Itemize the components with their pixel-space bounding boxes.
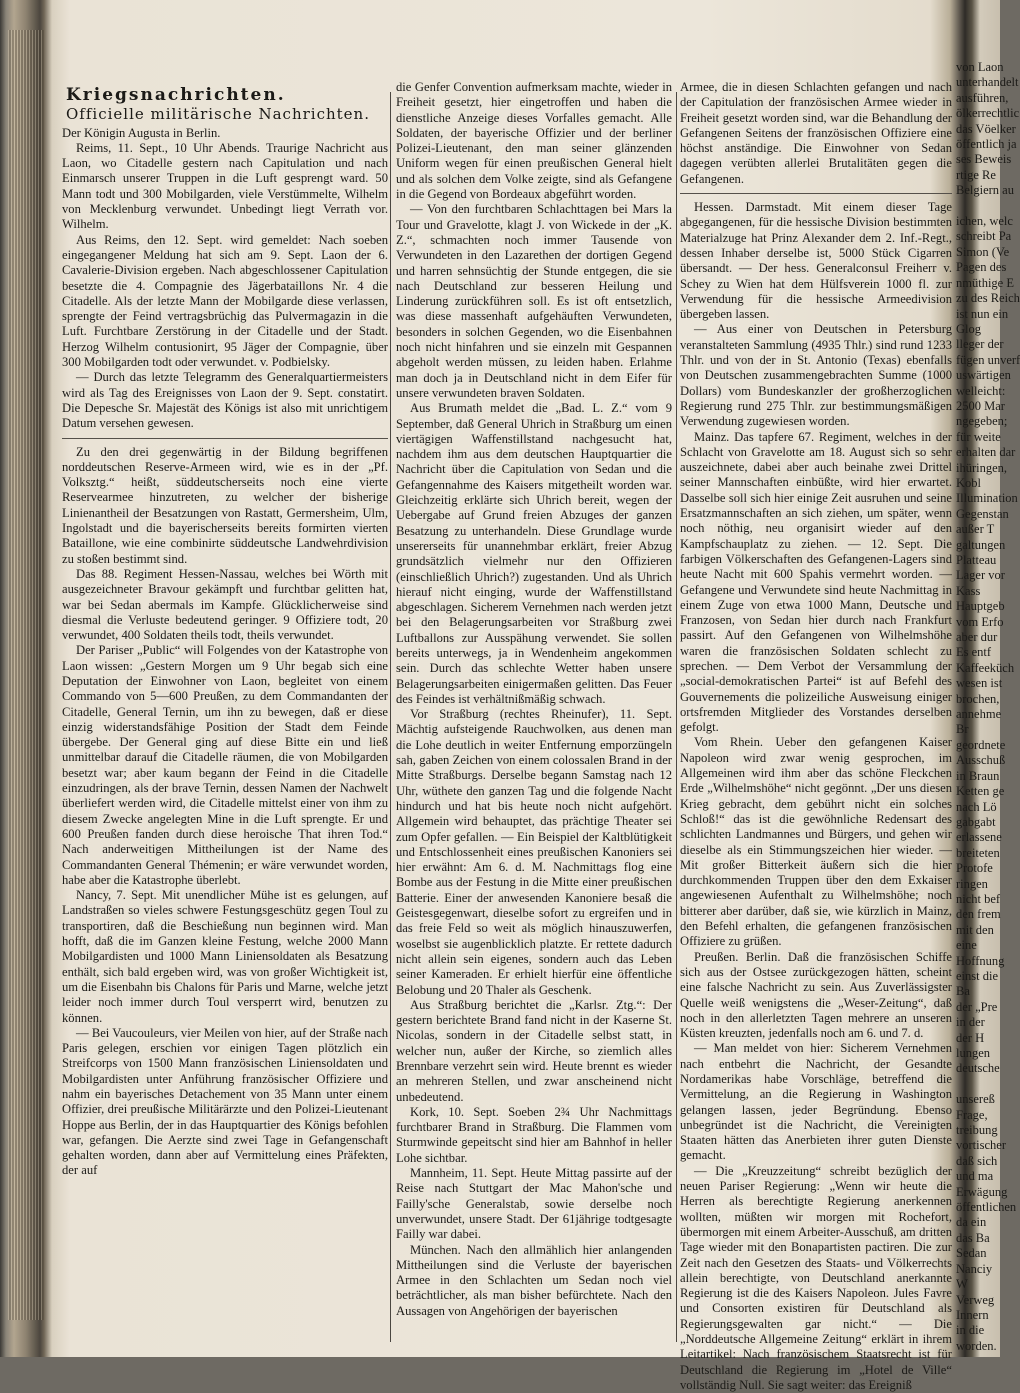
- facing-page-line: ichen, welc: [956, 214, 1013, 229]
- facing-page-line: welleicht:: [956, 383, 1006, 398]
- facing-page-line: [956, 199, 1000, 214]
- facing-page-fragment: [956, 60, 1020, 1353]
- facing-page-line: Lager vor: [956, 568, 1005, 583]
- facing-page-line: schreibt Pa: [956, 229, 1012, 244]
- column-2: [396, 52, 672, 1380]
- facing-page-line: Kaffeeküch: [956, 660, 1015, 675]
- article-paragraph: Der Königin Augusta in Berlin.: [62, 125, 221, 140]
- facing-page-line: der „Pre: [956, 999, 998, 1014]
- facing-page-line: aber dur: [956, 630, 998, 645]
- facing-page-line: für weite: [956, 429, 1001, 444]
- article-paragraph: — Bei Vaucouleurs, vier Meilen von hier, auf der Straße nach Paris gelegen, erschien vor einigen Tagen plötzlich ein Streifcorps von 1500 Mann französischen Liniensoldaten und Mobilgardisten unter Anführung französischer Offiziere und nahm ein bayerisches Detachement von 35 Mann unter einem Offizier, drei preußische Militärärzte und den Polizei-Lieutenant Hoppe aus Berlin, der in das Hauptquartier des Königs befohlen war, gefangen. Die Aerzte sind zwei Tage in Gefangenschaft gehalten worden, dann aber auf Vermittelung eines Präfekten, der auf: [62, 1025, 388, 1178]
- facing-page-line: in die: [956, 1323, 985, 1338]
- facing-page-line: nicht bef: [956, 891, 1001, 906]
- facing-page-line: Glog: [956, 321, 981, 336]
- facing-page-line: 2500 Mar: [956, 398, 1005, 413]
- facing-page-line: erlassene: [956, 830, 1002, 845]
- facing-page-line: brochen,: [956, 691, 1000, 706]
- column-1: [62, 52, 388, 1352]
- article-paragraph: Der Pariser „Public“ will Folgendes von der Katastrophe von Laon wissen: „Gestern Morgen um 9 Uhr begab sich eine Deputation der Einwohner von Laon, begleitet von einem Commando von 5—600 Preußen, zu dem Commandanten der Citadelle, General Ternin, um ihn zu bewegen, daß er diese einzig widerstandsfähige Position der Stadt dem Feinde übergebe. Der General ging auf diese Bitte ein und ließ unmittelbar darauf die Citadelle räumen, die von Mobilgarden besetzt war; aber kaum begann der Feind in die Citadelle einzudringen, als der brave Ternin, dessen Namen der Nachwelt überliefert werden wird, die Citadelle mittelst einer von ihm zu diesem Zwecke angelegten Mine in die Luft sprengte. Er und 600 Preußen fanden durch diese heroische That ihren Tod.“ Nach anderweitigen Mittheilungen ist der Name des Commandanten General Thémenin; er wäre verwundet worden, habe aber die Katastrophe überlebt.: [62, 643, 388, 887]
- article-paragraph: — Von den furchtbaren Schlachttagen bei Mars la Tour und Gravelotte, klagt J. von Wickede in der „K. Z.“, schmachten noch immer Tausende von Verwundeten in den Lazarethen der dortigen Gegend und harren sehnsüchtig der Stunde entgegen, die sie nach Deutschland zur besseren Heilung und Linderung zurückführen soll. Es ist oft entsetzlich, was diese massenhaft aufgehäuften Verwundeten, besonders in solchen Gegenden, wo die Eisenbahnen noch nicht hinfahren und sie einzeln mit Gespannen abgeholt werden müssen, zu leiden haben. Erlahme man doch ja in Deutschland nicht in dem Eifer für unsere verwundeten braven Soldaten.: [396, 202, 672, 400]
- facing-page-line: galtungen: [956, 537, 1006, 552]
- facing-page-line: Ketten ge: [956, 784, 1005, 799]
- facing-page-line: ausführen,: [956, 90, 1009, 105]
- facing-page-line: das Ba: [956, 1230, 990, 1245]
- facing-page-line: da ein: [956, 1215, 987, 1230]
- article-paragraph: Kork, 10. Sept. Soeben 2¾ Uhr Nachmittags furchtbarer Brand in Straßburg. Die Flammen vom Sturmwinde gepeitscht sind hier am Bahnhof in heller Lohe sichtbar.: [396, 1104, 672, 1165]
- facing-page-line: rtige Re: [956, 167, 996, 182]
- facing-page-line: ölkerrechtlic: [956, 106, 1020, 121]
- facing-page-line: Frage,: [956, 1107, 988, 1122]
- facing-page-line: mit den: [956, 922, 994, 937]
- article-paragraph: — Durch das letzte Telegramm des Generalquartiermeisters wird als Tag des Ereignisses von Laon der 9. Sept. constatirt. Die Depesche Sr. Majestät des Königs ist also mit unrichtigem Datum versehen gewesen.: [62, 370, 388, 431]
- facing-page-line: ist nun ein: [956, 306, 1009, 321]
- facing-page-line: unterhandelt: [956, 75, 1019, 90]
- article-paragraph: Mannheim, 11. Sept. Heute Mittag passirte auf der Reise nach Stuttgart der Mac Mahon'sche und Failly'sche Generalstab, sowie derselbe noch unverwundet, unsere Stadt. Der 61jährige todtgesagte Failly war dabei.: [396, 1166, 672, 1242]
- facing-page-line: uswärtigen: [956, 368, 1011, 383]
- facing-page-line: worden.: [956, 1338, 997, 1353]
- article-paragraph: Aus Reims, den 12. Sept. wird gemeldet: Nach soeben eingegangener Meldung hat sich am 9. Sept. Laon der 6. Cavalerie-Division ergeben. Nach abgeschlossener Capitulation besetzte die 4. Compagnie des Jägerbataillons Nr. 4 die Citadelle. Als der letzte Mann der Mobilgarde diese verlassen, sprengte der Feind vertragsbrüchig das Pulvermagazin in die Luft. Furchtbare Zerstörung in der Citadelle und der Stadt. Herzog Wilhelm contusionirt, 95 Jäger der Compagnie, über 300 Mobilgarden todt oder verwundet. v. Podbielsky.: [62, 232, 388, 370]
- section-separator: [62, 438, 388, 439]
- facing-page-line: in der: [956, 1015, 985, 1030]
- facing-page-line: Erwägung: [956, 1184, 1008, 1199]
- facing-page-line: Belgiern au: [956, 183, 1014, 198]
- facing-page-line: vom Erfo: [956, 614, 1004, 629]
- facing-page-line: Ausschuß: [956, 753, 1006, 768]
- column-3: [680, 52, 952, 1392]
- facing-page-line: Simon (Ve: [956, 244, 1010, 259]
- facing-page-line: lungen: [956, 1046, 991, 1060]
- article-paragraph: München. Nach den allmählich hier anlangenden Mittheilungen sind die Verluste der bayerischen Armee in den Schlachten um Sedan noch viel beträchtlicher, als man bisher befürchtete. Nach den Aussagen von Angehörigen der bayerischen: [396, 1242, 672, 1318]
- section-title: Kriegsnachrichten.: [66, 85, 286, 105]
- facing-page-line: Ba: [956, 984, 970, 999]
- article-paragraph: Hessen. Darmstadt. Mit einem dieser Tage abgegangenen, für die hessische Division bestimmten Materialzuge hat Prinz Alexander dem 2. Inf.-Regt., dessen Inhaber derselbe ist, 5000 Stück Cigarren übersandt. — Der hess. Generalconsul Freiherr v. Schey zu Wien hat dem Hülfsverein 1000 fl. zur Verwendung für die hessische Armeedivision übergeben lassen.: [680, 200, 952, 322]
- facing-page-line: Kobl: [956, 475, 981, 490]
- facing-page-line: Gegenstan: [956, 506, 1009, 521]
- facing-page-line: daß sich: [956, 1153, 998, 1168]
- facing-page-line: Hoffnung: [956, 953, 1005, 968]
- facing-page-line: außer T: [956, 522, 995, 537]
- newspaper-page: [60, 52, 952, 1392]
- facing-page-line: fügen unverf: [956, 352, 1020, 367]
- section-separator: [680, 193, 952, 194]
- article-paragraph: — Man meldet von hier: Sicherem Vernehmen nach entbehrt die Nachricht, der Gesandte Nordamerikas habe Vorschläge, betreffend die Vermittelung, an die Regierung in Washington gelangen lassen, jeder Begründung. Ebenso unbegründet ist die Nachricht, die Vereinigten Staaten hätten das Anerbieten ihrer guten Dienste gemacht.: [680, 1041, 952, 1163]
- facing-page-line: ihüringen,: [956, 460, 1008, 475]
- facing-page-line: Kass: [956, 583, 981, 598]
- article-paragraph: die Genfer Convention aufmerksam machte, wieder in Freiheit gesetzt, hier eingetroffen und haben die dienstliche Anzeige dieses Vorfalles gemacht. Alle Soldaten, der bayerische Offizier und der berliner Polizei-Lieutenant, den man seiner glänzenden Uniform wegen für einen preußischen General hielt und als solchen dem Volke zeigte, sind als Gefangene in die Gegend von Bordeaux abgeführt worden.: [396, 80, 672, 202]
- article-paragraph: Vom Rhein. Ueber den gefangenen Kaiser Napoleon wird zwar wenig gesprochen, im Allgemeinen wird ihm aber das schöne Fleckchen Erde „Wilhelmshöhe“ nicht gegönnt. „Der uns diesen Krieg gebracht, dem gebührt nicht ein solches Schloß!“ das ist die gewöhnliche Redensart des schlichten Landmannes und Bürgers, und gehen wir dieselbe als ein Stimmungszeichen hier wieder. — Mit großer Bitterkeit äußern sich die hier durchkommenden Truppen über den dem Exkaiser angewiesenen Aufenthalt zu Wilhelmshöhe; noch bitterer aber darüber, daß sie, wie kürzlich in Mainz, den Befehl erhalten, die gefangenen französischen Offiziere zu grüßen.: [680, 735, 952, 949]
- facing-page-line: treibung: [956, 1123, 998, 1138]
- facing-page-line: gabgabt: [956, 814, 996, 829]
- column-rule: [390, 92, 391, 1342]
- facing-page-line: Innern: [956, 1307, 989, 1322]
- facing-page-line: Es entf: [956, 645, 992, 660]
- article-paragraph: Mainz. Das tapfere 67. Regiment, welches in der Schlacht von Gravelotte am 18. August sich so sehr auszeichnete, dabei aber auch beinahe zwei Drittel seiner Mannschaften einbüßte, wird hier erwartet. Dasselbe soll sich hier einige Zeit ausruhen und seine Ersatzmannschaften an sich ziehen, um später, wenn noch nöthig, neu organisirt wieder auf den Kampfschauplatz zu ziehen. — 12. Sept. Die farbigen Völkerschaften des Gefangenen-Lagers sind heute Nacht mit 600 Spahis vermehrt worden. — Gefangene und Verwundete sind heute Nachmittag in einem Zuge von etwa 1000 Mann, Deutsche und Franzosen, von Sedan hier durch nach Frankfurt passirt. Auf den Gefangenen von Wilhelmshöhe waren die französischen Soldaten schlecht zu sprechen. — Dem Verbot der Versammlung der „social-demokratischen Partei“ ist auf Befehl des Gouvernements die polizeiliche Ausweisung einiger ortsfremden Mitglieder des Vorstandes derselben gefolgt.: [680, 429, 952, 735]
- facing-page-line: den frem: [956, 907, 1001, 922]
- facing-page-line: Illumination: [956, 491, 1018, 506]
- article-paragraph: Vor Straßburg (rechtes Rheinufer), 11. Sept. Mächtig aufsteigende Rauchwolken, aus denen man die Lohe deutlich in weiter Entfernung emporzüngeln sah, gaben Zeichen von einem colossalen Brand in der Mitte Straßburgs. Derselbe begann Samstag nach 12 Uhr, wüthete den ganzen Tag und die folgende Nacht hindurch und hat bis heute noch nicht aufgehört. Allgemein wird behauptet, das prächtige Theater sei zum Opfer gefallen. — Ein Beispiel der Kaltblütigkeit und Entschlossenheit eines preußischen Kanoniers sei hier erwähnt: Am 6. d. M. Nachmittags flog eine Bombe aus der Festung in die Mitte einer preußischen Batterie. Einer der anwesenden Kanoniere besaß die Geistesgegenwart, dieselbe sofort zu ergreifen und in das freie Feld so weit als möglich hinauszuwerfen, woselbst sie augenblicklich platzte. Er rettete dadurch nicht allein sein eigenes, sondern auch das Leben seiner Kameraden. Er erhielt hierfür eine öffentliche Belobung und 20 Thaler als Geschenk.: [396, 707, 672, 997]
- facing-page-line: Hauptgeb: [956, 599, 1005, 614]
- facing-page-line: der H: [956, 1030, 985, 1045]
- facing-page-line: lleger der: [956, 337, 1004, 352]
- facing-page-line: Platteau: [956, 553, 997, 567]
- article-paragraph: Aus Straßburg berichtet die „Karlsr. Ztg.“: Der gestern berichtete Brand fand nicht in der Kaserne St. Nicolas, sondern in der Citadelle selbst statt, in welcher nun, außer der Kirche, so ziemlich alles Brennbare verzehrt sein wird. Heute brennt es wieder an mehreren Stellen, und zwar anscheinend nicht unbedeutend.: [396, 997, 672, 1104]
- facing-page-line: breiteten: [956, 845, 1000, 860]
- facing-page-line: Pagen des: [956, 260, 1007, 275]
- facing-page-line: einst die: [956, 968, 999, 983]
- article-paragraph: Armee, die in diesen Schlachten gefangen und nach der Capitulation der französischen Armee wieder in Freiheit gesetzt worden sind, war die Behandlung der Gefangenen Seitens der französischen Offiziere eine höchst anständige. Die Einwohner von Sedan dagegen verübten allerlei Brutalitäten gegen die Gefangenen.: [680, 80, 952, 186]
- facing-page-line: öffentlich ja: [956, 137, 1017, 152]
- facing-page-line: annehme: [956, 707, 1002, 722]
- article-paragraph: Nancy, 7. Sept. Mit unendlicher Mühe ist es gelungen, auf Landstraßen so vieles schwere Festungsgeschütz gegen Toul zu transportiren, daß die Beschießung nun beginnen wird. Man hofft, daß die im Ganzen kleine Festung, welche 2000 Mann Mobilgardisten und 1000 Mann Liniensoldaten als Besatzung enthält, sich bald ergeben wird, was von großer Wichtigkeit ist, um die Eisenbahn bis Chalons für Paris und Marne, welche jetzt leider noch immer durch Toul versperrt wird, benutzen zu können.: [62, 888, 388, 1025]
- article-paragraph: Reims, 11. Sept., 10 Uhr Abends. Traurige Nachricht aus Laon, wo Citadelle gestern nach Capitulation und nach Einmarsch unserer Truppen in die Luft gesprengt ward. 50 Mann todt und 300 Mobilgarden, viele Verstümmelte, Wilhelm von Mecklenburg verwundet. Unbedingt liegt Verrath vor. Wilhelm.: [62, 140, 388, 232]
- facing-page-line: ringen: [956, 876, 988, 891]
- facing-page-line: wesen ist: [956, 676, 1003, 691]
- facing-page-line: zu des Reich: [956, 291, 1020, 306]
- facing-page-line: Verweg: [956, 1292, 995, 1307]
- facing-page-line: erhalten dar: [956, 445, 1016, 460]
- section-subtitle: Officielle militärische Nachrichten.: [66, 105, 370, 124]
- facing-page-line: in Braun: [956, 768, 1000, 783]
- facing-page-line: Nanciy: [956, 1261, 993, 1276]
- facing-page-line: eine: [956, 938, 977, 953]
- facing-page-line: unsereß: [956, 1092, 995, 1107]
- facing-page-line: Protofe: [956, 861, 993, 876]
- book-page-edges: [8, 30, 44, 1320]
- facing-page-line: und ma: [956, 1169, 994, 1184]
- facing-page-line: vortischer: [956, 1138, 1006, 1153]
- facing-page-line: das Vöelker: [956, 121, 1016, 136]
- facing-page-line: [956, 1077, 1000, 1092]
- facing-page-line: Br: [956, 722, 969, 737]
- facing-page-line: geordnete: [956, 737, 1006, 752]
- article-paragraph: Preußen. Berlin. Daß die französischen Schiffe sich aus der Ostsee zurückgezogen hätten, scheint eine falsche Nachricht zu sein. Aus Zuverlässigster Quelle weiß wenigstens die „Weser-Zeitung“, daß noch in den allerletzten Tagen mehrere an unseren Küsten kreuzten, jedenfalls noch am 6. und 7. d.: [680, 949, 952, 1041]
- article-paragraph: Zu den drei gegenwärtig in der Bildung begriffenen norddeutschen Reserve-Armeen wird, wie es in der „Pf. Volksztg.“ heißt, süddeutscherseits noch eine vierte Reservearmee hinzutreten, zu welcher der bisherige Linienantheil der Besatzungen von Rastatt, Germersheim, Ulm, Ingolstadt und die bayerischerseits bereits formirten vierten Bataillone, wie eine combinirte süddeutsche Landwehrdivision zu stoßen bestimmt sind.: [62, 444, 388, 566]
- facing-page-line: deutsche: [956, 1061, 1000, 1076]
- facing-page-line: öffentlichen: [956, 1200, 1017, 1215]
- facing-page-line: ses Beweis: [956, 152, 1012, 167]
- facing-page-line: ngegeben;: [956, 414, 1008, 429]
- article-paragraph: Das 88. Regiment Hessen-Nassau, welches bei Wörth mit ausgezeichneter Bravour gekämpft und furchtbar gelitten hat, war bei Sedan abermals im Kampfe. Glücklicherweise sind diesmal die Verluste bedeutend geringer. 9 Offiziere todt, 20 verwundet, 400 Soldaten theils todt, theils verwundet.: [62, 566, 388, 643]
- article-paragraph: — Die „Kreuzzeitung“ schreibt bezüglich der neuen Pariser Regierung: „Wenn wir heute die Herren als berechtigte Regierung anerkennen wollten, müßten wir morgen mit Rochefort, übermorgen mit einem Arbeiter-Ausschuß, am dritten Tage wieder mit den Bonapartisten pactiren. Die zur Zeit nach den Gesetzen des Staats- und Völkerrechts allein berechtigte, von Deutschland anerkannte Regierung ist die des Kaisers Napoleon. Jules Favre und Consorten existiren für Deutschland als Regierungsgewalten gar nicht.“ — Die „Norddeutsche Allgemeine Zeitung“ erklärt in ihrem Leitartikel: Nach französischem Staatsrecht ist für Deutschland die Regierung im „Hotel de Ville“ vollständig Null. Sie sagt weiter: das Ereigniß: [680, 1163, 952, 1392]
- facing-page-line: von Laon: [956, 60, 1004, 74]
- facing-page-line: nmüthige E: [956, 275, 1014, 290]
- facing-page-line: Sedan: [956, 1246, 987, 1261]
- column-rule: [676, 92, 677, 1342]
- article-paragraph: Aus Brumath meldet die „Bad. L. Z.“ vom 9 September, daß General Uhrich in Straßburg um einen viertägigen Waffenstillstand nachgesucht hat, nachdem ihm aus dem deutschen Hauptquartier die Nachricht über die Capitulation von Sedan und die Gefangennahme des Kaisers mitgetheilt worden war. Gleichzeitig erklärte sich Uhrich bereit, wegen der Uebergabe auf Grund freien Abzuges der ganzen Besatzung zu unterhandeln. Diese Grundlage wurde unsererseits für unannehmbar erklärt, freier Abzug grundsätzlich vielmehr nur den Offizieren (einschließlich Uhrich?) zugestanden. Und als Uhrich hierauf nicht einging, wurde der Waffenstillstand abgeschlagen. Sicherem Vernehmen nach werden jetzt bei den Belagerungsarbeiten vor Straßburg zwei Luftballons zur Ausspähung verwendet. Sie sollen bereits unterwegs, ja in Wendenheim angekommen sein. Durch das schlechte Wetter haben unsere Belagerungsarbeiten einigermaßen gelitten. Das Feuer des Feindes ist verhältnißmäßig schwach.: [396, 401, 672, 706]
- facing-page-line: W: [956, 1277, 968, 1292]
- facing-page-line: nach Lö: [956, 799, 997, 814]
- article-paragraph: — Aus einer von Deutschen in Petersburg veranstalteten Sammlung (4935 Thlr.) sind rund 1233 Thlr. und von der in St. Antonio (Texas) ebenfalls von Deutschen zusammengebrachten Summe (1000 Dollars) vom Bundeskanzler der großherzoglichen Regierung rund 275 Thlr. zur bestimmungsmäßigen Verwendung zugewiesen worden.: [680, 322, 952, 429]
